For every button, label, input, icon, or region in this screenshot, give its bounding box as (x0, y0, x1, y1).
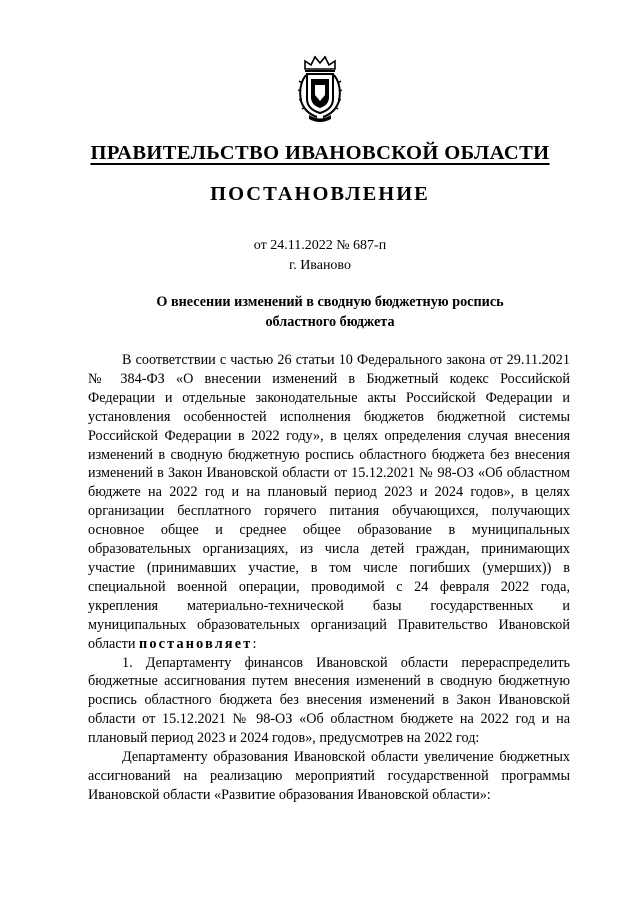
paragraph-education: Департаменту образования Ивановской области увеличение бюджетных ассигнований на реализацию мероприятий государственной программы Ивановской области «Развитие образования Ивановской области»: (88, 749, 570, 803)
paragraph-preamble (88, 351, 570, 654)
document-body (88, 351, 570, 805)
subject-line-2: областного бюджета (265, 314, 395, 330)
preamble-colon: : (252, 635, 257, 652)
document-type: ПОСТАНОВЛЕНИЕ (210, 183, 430, 205)
document-subject (90, 292, 570, 332)
decree-keyword: постановляет (138, 635, 253, 652)
date-number: от 24.11.2022 № 687-п (253, 238, 387, 253)
paragraph-item-1: 1. Департаменту финансов Ивановской области перераспределить бюджетные ассигнования путем внесения изменений в сводную бюджетную роспись областного бюджета без внесения изменений в Закон Ивановской области от 15.12.2021 № 98-ОЗ «Об областном бюджете на 2022 год и на плановый период 2023 и 2024 годов», предусмотрев на 2022 год: (88, 654, 570, 747)
coat-of-arms-icon (297, 55, 343, 123)
subject-line-1: О внесении изменений в сводную бюджетную роспись (156, 294, 504, 310)
government-title: ПРАВИТЕЛЬСТВО ИВАНОВСКОЙ ОБЛАСТИ (90, 142, 550, 164)
city: г. Иваново (289, 258, 351, 273)
preamble-text: В соответствии с частью 26 статьи 10 Федерального закона от 29.11.2021 № 384-ФЗ «О внесении изменений в Бюджетный кодекс Российской Федерации и отдельные законодательные акты Российской Федерации и установления особенностей исполнения бюджетов бюджетной системы Российской Федерации в 2022 году», в целях определения случая внесения изменений в сводную бюджетную роспись областного бюджета без внесения изменений в Закон Ивановской области от 15.12.2021 № 98-ОЗ «Об областном бюджете на 2022 год и на плановый период 2023 и 2024 годов», в целях организации бесплатного горячего питания обучающихся, получающих основное общее и среднее общее образование в муниципальных образовательных организациях, из числа детей граждан, принимающих участие (принимавших участие, в том числе погибших (умерших)) в специальной военной операции, проводимой с 24 февраля 2022 года, укрепления материально-технической базы государственных и муниципальных образовательных организаций Правительство Ивановской области (88, 352, 570, 652)
